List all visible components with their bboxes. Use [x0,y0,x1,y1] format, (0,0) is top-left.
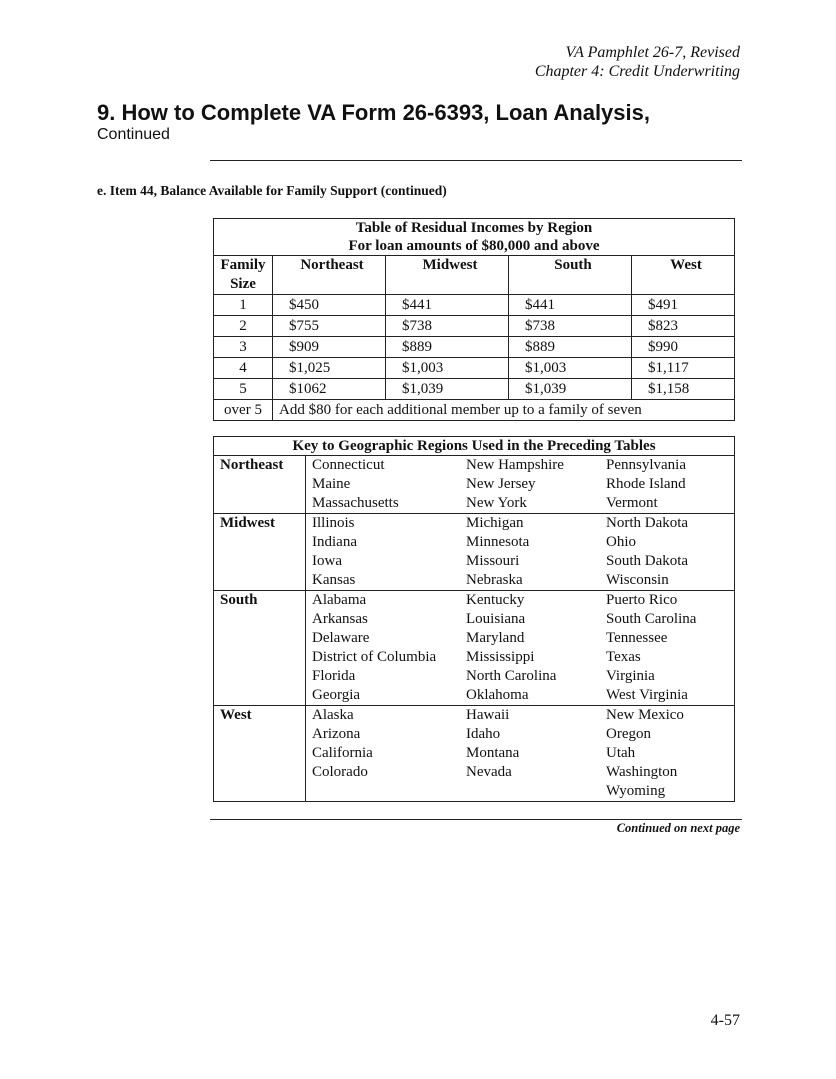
residual-value-cell: $1,117 [632,358,735,379]
state-name: Michigan [462,514,602,534]
residual-value-cell: $1,158 [632,379,735,400]
state-name: Louisiana [466,611,526,627]
col-header-west: West [632,256,735,295]
state-name: South Carolina [606,611,697,627]
residual-value-cell: $990 [632,337,735,358]
state-name: Florida [312,668,356,684]
residual-value-cell: $738 [386,316,509,337]
header-rule [210,160,742,161]
state-name: Delaware [312,630,370,646]
state-name: Hawaii [462,706,602,726]
residual-value-cell: $441 [509,295,632,316]
residual-value-cell: $889 [386,337,509,358]
state-name: Ohio [606,534,636,550]
item-heading: e. Item 44, Balance Available for Family Support (continued) [97,183,447,198]
state-name: Puerto Rico [602,591,735,611]
state-name: Connecticut [306,456,463,476]
residual-value-cell: $1,039 [386,379,509,400]
table-row [214,295,735,316]
state-name: California [312,745,373,761]
residual-value-cell: $755 [273,316,386,337]
table-row [214,316,735,337]
residual-value-cell: $1,003 [509,358,632,379]
state-name: Maryland [466,630,525,646]
state-name: North Dakota [602,514,735,534]
regions-table-caption: Key to Geographic Regions Used in the Preceding Tables [214,437,735,456]
table-row [214,379,735,400]
table-row [214,358,735,379]
state-name: South Dakota [606,553,689,569]
state-name: Pennsylvania [602,456,735,476]
region-name: Northeast [214,456,306,514]
state-name: Arizona [312,726,361,742]
state-name: Maine [312,476,351,492]
col-header-midwest: Midwest [386,256,509,295]
col-header-family-size: Family Size [214,256,273,295]
continued-note: Continued on next page [616,821,740,835]
page-number: 4-57 [710,1012,740,1029]
state-name: Illinois [306,514,463,534]
residual-value-cell: $441 [386,295,509,316]
col-header-south: South [509,256,632,295]
state-name: Mississippi [466,649,535,665]
state-name: Nebraska [466,572,523,588]
state-name: Oregon [606,726,651,742]
state-name: Oklahoma [466,687,529,703]
residual-value-cell: $1,003 [386,358,509,379]
running-header [535,43,740,81]
state-name: Wyoming [606,783,666,799]
family-size-cell: 5 [214,379,273,400]
family-size-cell: 1 [214,295,273,316]
state-name: Texas [606,649,641,665]
state-name: District of Columbia [312,649,437,665]
table-row [214,456,735,476]
table-row [214,706,735,726]
residual-value-cell: $738 [509,316,632,337]
state-name: Iowa [312,553,342,569]
state-name: Missouri [466,553,520,569]
state-name [306,782,463,802]
region-name: Midwest [214,514,306,591]
header-pamphlet: VA Pamphlet 26-7, Revised [565,44,740,61]
residual-value-cell: $889 [509,337,632,358]
state-name: Virginia [606,668,655,684]
col-header-northeast: Northeast [273,256,386,295]
header-chapter: Chapter 4: Credit Underwriting [534,63,740,80]
regions-key-table [213,436,735,802]
state-name: Georgia [312,687,361,703]
table-row [214,514,735,534]
state-name: West Virginia [606,687,688,703]
region-name: South [214,591,306,706]
state-name: Kansas [312,572,356,588]
section-title: 9. How to Complete VA Form 26-6393, Loan Analysis, [97,100,650,125]
family-size-cell: 3 [214,337,273,358]
family-size-cell: 2 [214,316,273,337]
state-name: Arkansas [312,611,368,627]
state-name: Nevada [466,764,512,780]
residual-income-table [213,218,735,421]
residual-table-caption: Table of Residual Incomes by Region For loan amounts of $80,000 and above [348,220,600,254]
state-name: Washington [606,764,678,780]
state-name: Indiana [312,534,357,550]
footer-rule [210,819,742,820]
residual-value-cell: $1,025 [273,358,386,379]
state-name: Wisconsin [606,572,669,588]
state-name: Tennessee [606,630,668,646]
residual-value-cell: $491 [632,295,735,316]
state-name: Massachusetts [312,495,399,511]
state-name: North Carolina [466,668,557,684]
state-name: Idaho [466,726,501,742]
residual-value-cell: $1062 [273,379,386,400]
state-name: Alabama [306,591,463,611]
over-note: Add $80 for each additional member up to a family of seven [273,400,735,421]
over-label: over 5 [214,400,273,421]
state-name: Montana [466,745,520,761]
state-name: New Hampshire [462,456,602,476]
table-row [214,591,735,611]
state-name: New Jersey [466,476,536,492]
region-name: West [214,706,306,802]
residual-value-cell: $909 [273,337,386,358]
state-name [462,782,602,802]
residual-value-cell: $450 [273,295,386,316]
state-name: Rhode Island [606,476,686,492]
state-name: New York [466,495,527,511]
state-name: Minnesota [466,534,530,550]
table-row [214,337,735,358]
state-name: Alaska [306,706,463,726]
state-name: Kentucky [462,591,602,611]
residual-value-cell: $823 [632,316,735,337]
section-subtitle: Continued [97,126,170,143]
residual-value-cell: $1,039 [509,379,632,400]
state-name: Colorado [312,764,368,780]
state-name: New Mexico [602,706,735,726]
state-name: Vermont [606,495,658,511]
family-size-cell: 4 [214,358,273,379]
state-name: Utah [606,745,636,761]
